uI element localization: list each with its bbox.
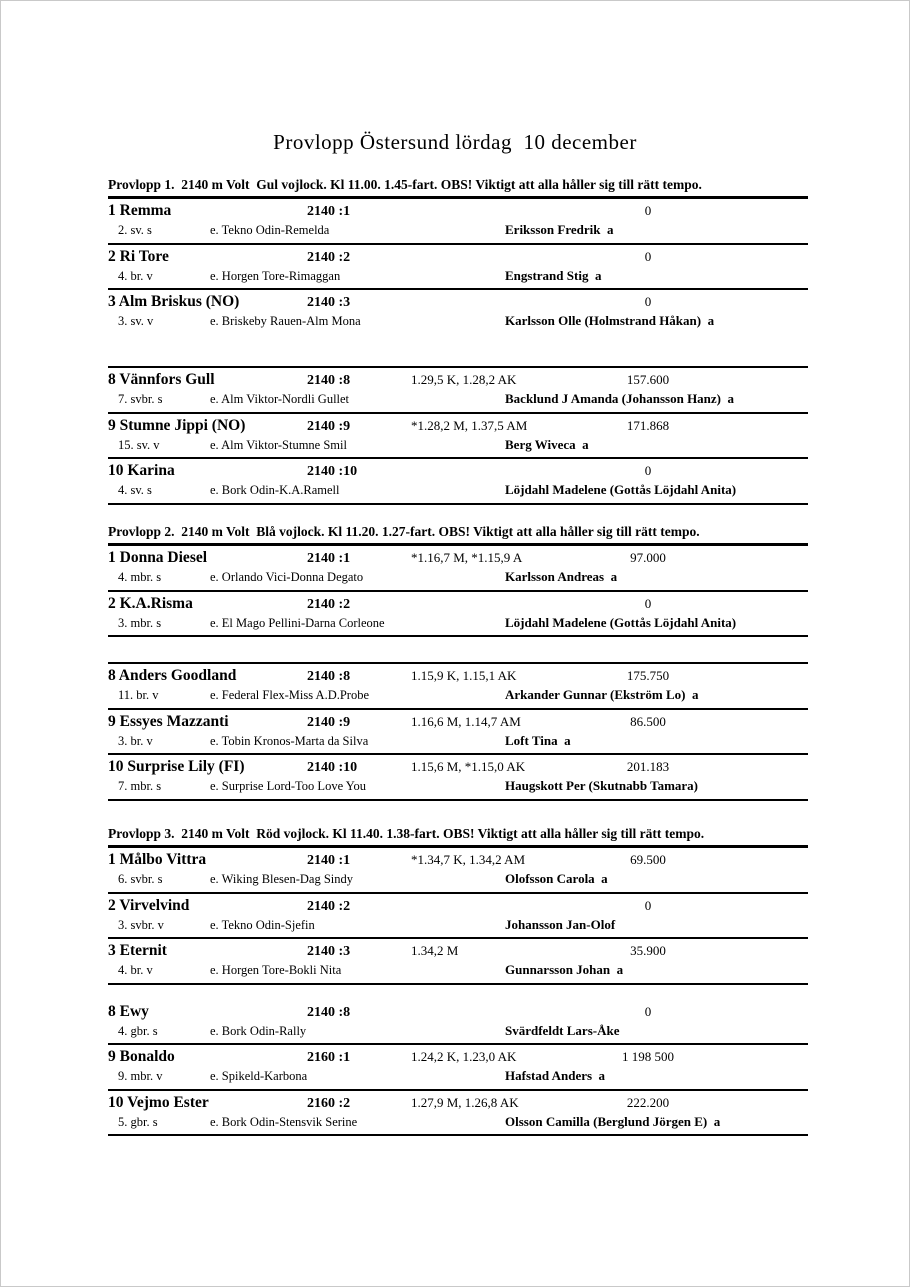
horse-row-detail-line [108, 221, 808, 239]
horse-row-main-line [108, 1047, 808, 1067]
horse-row-main-line [108, 666, 808, 686]
horse-distance-startpos: 2140 :9 [307, 714, 351, 730]
horse-row-detail-line [108, 436, 808, 454]
horse-age-color-sex: 3. svbr. v [118, 917, 164, 932]
horse-sire-dam: e. Horgen Tore-Rimaggan [210, 268, 341, 283]
horse-row-main-line [108, 712, 808, 732]
horse-earnings: 86.500 [630, 713, 666, 729]
horse-row [108, 199, 808, 245]
horse-sire-dam: e. Spikeld-Karbona [210, 1069, 308, 1083]
horse-distance-startpos: 2140 :2 [307, 249, 351, 265]
horse-row-main-line [108, 292, 808, 312]
horse-row-main-line [108, 1002, 808, 1022]
horse-driver: Haugskott Per (Skutnabb Tamara) [505, 778, 698, 793]
horse-age-color-sex: 3. sv. v [118, 314, 154, 328]
horse-row-detail-line [108, 732, 808, 750]
horse-number-and-name: 1 Målbo Vittra [108, 851, 207, 868]
horse-row-detail-line [108, 390, 808, 408]
race-body [108, 848, 808, 1136]
horse-distance-startpos: 2160 :2 [307, 1095, 351, 1111]
horse-row-main-line [108, 896, 808, 916]
horse-distance-startpos: 2140 :10 [307, 464, 358, 479]
horse-distance-startpos: 2140 :3 [307, 944, 351, 959]
horse-driver: Karlsson Olle (Holmstrand Håkan) a [505, 313, 715, 328]
horse-driver: Olofsson Carola a [505, 871, 608, 886]
horse-age-color-sex: 7. svbr. s [118, 392, 163, 406]
horse-number-and-name: 3 Alm Briskus (NO) [108, 293, 240, 310]
horse-sire-dam: e. Tekno Odin-Sjefin [210, 917, 315, 932]
horse-row-detail-line [108, 267, 808, 285]
horse-distance-startpos: 2140 :8 [307, 669, 351, 684]
horse-distance-startpos: 2140 :1 [307, 853, 351, 868]
race-header: Provlopp 3. 2140 m Volt Röd vojlock. Kl 11.40. 1.38-fart. OBS! Viktigt att alla håller sig till rätt tempo. [108, 826, 808, 848]
horse-number-and-name: 8 Vännfors Gull [108, 371, 215, 388]
horse-number-and-name: 10 Karina [108, 462, 175, 479]
horse-row-detail-line [108, 481, 808, 499]
horse-driver: Johansson Jan-Olof [505, 916, 616, 932]
horse-age-color-sex: 11. br. v [118, 688, 159, 702]
horse-row [108, 755, 808, 801]
horse-age-color-sex: 15. sv. v [118, 437, 160, 452]
omitted-rows-gap [108, 336, 808, 368]
horse-number-and-name: 8 Anders Goodland [108, 667, 237, 684]
horse-records: *1.16,7 M, *1.15,9 A [411, 550, 523, 565]
horse-number-and-name: 3 Eternit [108, 942, 167, 959]
horse-distance-startpos: 2140 :1 [307, 551, 351, 566]
horse-row-detail-line [108, 1022, 808, 1040]
horse-distance-startpos: 2140 :3 [307, 295, 351, 310]
horse-records: 1.34,2 M [411, 943, 459, 958]
horse-row [108, 894, 808, 940]
horse-number-and-name: 8 Ewy [108, 1002, 149, 1020]
horse-distance-startpos: 2140 :8 [307, 1004, 351, 1020]
horse-sire-dam: e. El Mago Pellini-Darna Corleone [210, 615, 385, 630]
horse-age-color-sex: 9. mbr. v [118, 1069, 163, 1083]
horse-row-main-line [108, 1093, 808, 1113]
horse-sire-dam: e. Briskeby Rauen-Alm Mona [210, 314, 361, 328]
horse-row [108, 546, 808, 592]
horse-earnings: 1 198 500 [622, 1049, 674, 1064]
horse-records: *1.34,7 K, 1.34,2 AM [411, 852, 526, 867]
horse-distance-startpos: 2140 :1 [307, 204, 351, 219]
horse-row-detail-line [108, 961, 808, 979]
horse-driver: Backlund J Amanda (Johansson Hanz) a [505, 391, 735, 406]
horse-earnings: 0 [644, 203, 652, 218]
horse-row-detail-line [108, 568, 808, 586]
horse-row [108, 1091, 808, 1137]
horse-records: 1.27,9 M, 1.26,8 AK [411, 1094, 519, 1110]
horse-earnings: 0 [644, 248, 652, 264]
horse-earnings: 97.000 [630, 550, 666, 565]
horse-earnings: 0 [644, 463, 652, 478]
horse-row [108, 1045, 808, 1091]
horse-row [108, 710, 808, 756]
race-section [108, 177, 808, 505]
horse-driver: Loft Tina a [505, 732, 571, 748]
horse-driver: Löjdahl Madelene (Gottås Löjdahl Anita) [505, 482, 737, 497]
page-title: Provlopp Östersund lördag 10 december [273, 130, 637, 154]
horse-row [108, 939, 808, 985]
horse-sire-dam: e. Alm Viktor-Nordli Gullet [210, 392, 350, 406]
horse-distance-startpos: 2160 :1 [307, 1050, 351, 1065]
horse-number-and-name: 2 K.A.Risma [108, 594, 193, 612]
horse-records: 1.24,2 K, 1.23,0 AK [411, 1049, 517, 1064]
horse-sire-dam: e. Tekno Odin-Remelda [210, 223, 330, 237]
horse-row-main-line [108, 548, 808, 568]
horse-records: 1.15,9 K, 1.15,1 AK [411, 668, 517, 683]
horse-number-and-name: 10 Surprise Lily (FI) [108, 758, 245, 775]
horse-row-detail-line [108, 777, 808, 795]
horse-number-and-name: 9 Bonaldo [108, 1048, 175, 1065]
horse-sire-dam: e. Alm Viktor-Stumne Smil [210, 437, 347, 452]
horse-age-color-sex: 4. br. v [118, 268, 153, 283]
horse-row [108, 1000, 808, 1046]
horse-row-main-line [108, 247, 808, 267]
horse-earnings: 0 [644, 897, 652, 913]
omitted-rows-gap [108, 985, 808, 1000]
horse-number-and-name: 2 Virvelvind [108, 896, 190, 914]
horse-number-and-name: 2 Ri Tore [108, 247, 169, 265]
omitted-rows-gap [108, 637, 808, 664]
horse-number-and-name: 9 Essyes Mazzanti [108, 712, 229, 730]
horse-sire-dam: e. Bork Odin-Rally [210, 1023, 307, 1038]
race-body [108, 199, 808, 505]
horse-row-detail-line [108, 312, 808, 330]
horse-sire-dam: e. Horgen Tore-Bokli Nita [210, 963, 342, 977]
horse-distance-startpos: 2140 :2 [307, 596, 351, 612]
horse-row-detail-line [108, 614, 808, 632]
horse-driver: Svärdfeldt Lars-Åke [505, 1022, 620, 1038]
horse-distance-startpos: 2140 :8 [307, 373, 351, 388]
horse-row [108, 290, 808, 336]
horse-age-color-sex: 6. svbr. s [118, 872, 163, 886]
horse-row-main-line [108, 416, 808, 436]
horse-driver: Berg Wiveca a [505, 436, 589, 452]
horse-number-and-name: 1 Donna Diesel [108, 549, 208, 566]
horse-age-color-sex: 4. gbr. s [118, 1023, 158, 1038]
horse-records: 1.15,6 M, *1.15,0 AK [411, 759, 526, 774]
horse-records: 1.16,6 M, 1.14,7 AM [411, 713, 521, 729]
horse-driver: Olsson Camilla (Berglund Jörgen E) a [505, 1113, 721, 1129]
horse-row [108, 245, 808, 291]
horse-earnings: 171.868 [626, 417, 670, 433]
horse-age-color-sex: 4. br. v [118, 963, 153, 977]
horse-age-color-sex: 3. br. v [118, 733, 153, 748]
horse-driver: Arkander Gunnar (Ekström Lo) a [505, 687, 699, 702]
horse-row-main-line [108, 461, 808, 481]
race-header: Provlopp 2. 2140 m Volt Blå vojlock. Kl 11.20. 1.27-fart. OBS! Viktigt att alla håller sig till rätt tempo. [108, 524, 808, 546]
horse-row [108, 848, 808, 894]
race-body [108, 546, 808, 801]
race-section [108, 826, 808, 1136]
horse-age-color-sex: 4. mbr. s [118, 570, 162, 584]
horse-number-and-name: 9 Stumne Jippi (NO) [108, 416, 246, 434]
horse-records: 1.29,5 K, 1.28,2 AK [411, 372, 517, 387]
horse-row-detail-line [108, 1067, 808, 1085]
horse-row-detail-line [108, 916, 808, 934]
horse-row-main-line [108, 757, 808, 777]
horse-earnings: 35.900 [630, 943, 666, 958]
horse-distance-startpos: 2140 :2 [307, 898, 351, 914]
horse-driver: Gunnarsson Johan a [505, 962, 624, 977]
horse-driver: Hafstad Anders a [505, 1068, 606, 1083]
horse-age-color-sex: 4. sv. s [118, 483, 152, 497]
horse-sire-dam: e. Surprise Lord-Too Love You [210, 779, 367, 793]
horse-row-main-line [108, 594, 808, 614]
horse-earnings: 69.500 [630, 852, 666, 867]
horse-sire-dam: e. Tobin Kronos-Marta da Silva [210, 733, 369, 748]
horse-age-color-sex: 3. mbr. s [118, 615, 162, 630]
horse-driver: Löjdahl Madelene (Gottås Löjdahl Anita) [505, 614, 737, 630]
horse-row [108, 459, 808, 505]
horse-sire-dam: e. Orlando Vici-Donna Degato [210, 570, 364, 584]
horse-sire-dam: e. Bork Odin-K.A.Ramell [210, 483, 340, 497]
horse-earnings: 201.183 [626, 759, 670, 774]
horse-row-main-line [108, 201, 808, 221]
horse-driver: Engstrand Stig a [505, 267, 602, 283]
horse-row-detail-line [108, 1113, 808, 1131]
horse-row-main-line [108, 941, 808, 961]
horse-driver: Karlsson Andreas a [505, 569, 618, 584]
horse-earnings: 175.750 [626, 668, 670, 683]
horse-row-detail-line [108, 870, 808, 888]
horse-earnings: 0 [644, 595, 652, 611]
horse-row [108, 368, 808, 414]
horse-age-color-sex: 2. sv. s [118, 223, 152, 237]
horse-row [108, 414, 808, 460]
horse-age-color-sex: 5. gbr. s [118, 1114, 158, 1129]
horse-sire-dam: e. Wiking Blesen-Dag Sindy [210, 872, 353, 886]
horse-earnings: 157.600 [626, 372, 670, 387]
horse-earnings: 222.200 [626, 1094, 670, 1110]
horse-number-and-name: 10 Vejmo Ester [108, 1093, 209, 1111]
horse-age-color-sex: 7. mbr. s [118, 779, 162, 793]
race-header: Provlopp 1. 2140 m Volt Gul vojlock. Kl 11.00. 1.45-fart. OBS! Viktigt att alla håller sig till rätt tempo. [108, 177, 808, 199]
horse-records: *1.28,2 M, 1.37,5 AM [411, 417, 528, 433]
horse-sire-dam: e. Bork Odin-Stensvik Serine [210, 1114, 358, 1129]
horse-distance-startpos: 2140 :9 [307, 418, 351, 434]
horse-row-detail-line [108, 686, 808, 704]
horse-earnings: 0 [644, 294, 652, 309]
horse-row-main-line [108, 850, 808, 870]
horse-row-main-line [108, 370, 808, 390]
horse-number-and-name: 1 Remma [108, 202, 172, 219]
horse-driver: Eriksson Fredrik a [505, 222, 614, 237]
horse-row [108, 592, 808, 638]
race-section [108, 524, 808, 801]
horse-row [108, 664, 808, 710]
horse-earnings: 0 [644, 1003, 652, 1019]
horse-distance-startpos: 2140 :10 [307, 760, 358, 775]
horse-sire-dam: e. Federal Flex-Miss A.D.Probe [210, 688, 370, 702]
